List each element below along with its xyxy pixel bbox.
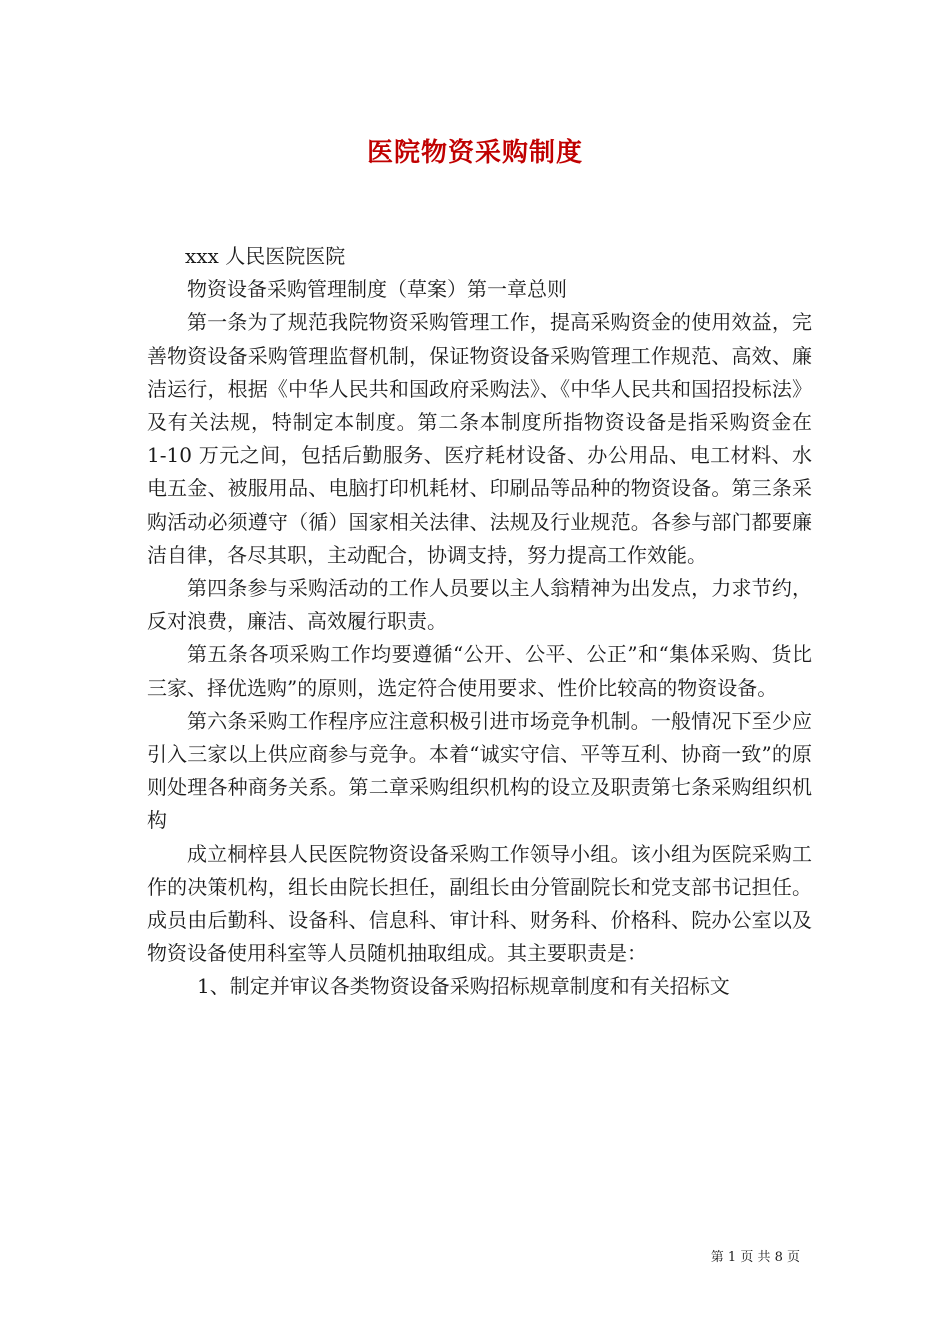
paragraph-leadership-group: 成立桐梓县人民医院物资设备采购工作领导小组。该小组为医院采购工作的决策机构，组长由院长担任，副组长由分管副院长和党支部书记担任。成员由后勤科、设备科、信息科、审计科、财务科、价格科、院办公室以及物资设备使用科室等人员随机抽取组成。其主要职责是： [147, 841, 812, 966]
paragraph-article-5: 第五条各项采购工作均要遵循“公开、公平、公正”和“集体采购、货比三家、择优选购”的原则，选定符合使用要求、性价比较高的物资设备。 [147, 642, 812, 700]
page-number-footer: 第 1 页 共 8 页 [710, 1250, 800, 1265]
paragraph-duty-item-1: 1、制定并审议各类物资设备采购招标规章制度和有关招标文 [197, 974, 730, 999]
paragraph-regulation-heading: 物资设备采购管理制度（草案）第一章总则 [187, 277, 567, 302]
document-body [147, 240, 812, 1004]
paragraph-hospital-name: xxx 人民医院医院 [185, 244, 346, 268]
document-title: 医院物资采购制度 [366, 138, 583, 168]
paragraph-article-6-7: 第六条采购工作程序应注意积极引进市场竞争机制。一般情况下至少应引入三家以上供应商参与竞争。本着“诚实守信、平等互利、协商一致”的原则处理各种商务关系。第二章采购组织机构的设立及职责第七条采购组织机构 [147, 708, 812, 833]
paragraph-articles-1-3: 第一条为了规范我院物资采购管理工作，提高采购资金的使用效益，完善物资设备采购管理监督机制，保证物资设备采购管理工作规范、高效、廉洁运行，根据《中华人民共和国政府采购法》、《中华人民共和国招投标法》及有关法规，特制定本制度。第二条本制度所指物资设备是指采购资金在 1-10 万元之间，包括后勤服务、医疗耗材设备、办公用品、电工材料、水电五金、被服用品、电脑打印机耗材、印刷品等品种的物资设备。第三条采购活动必须遵守（循）国家相关法律、法规及行业规范。各参与部门都要廉洁自律，各尽其职，主动配合，协调支持，努力提高工作效能。 [147, 310, 812, 567]
paragraph-article-4: 第四条参与采购活动的工作人员要以主人翁精神为出发点，力求节约，反对浪费，廉洁、高效履行职责。 [147, 576, 812, 634]
